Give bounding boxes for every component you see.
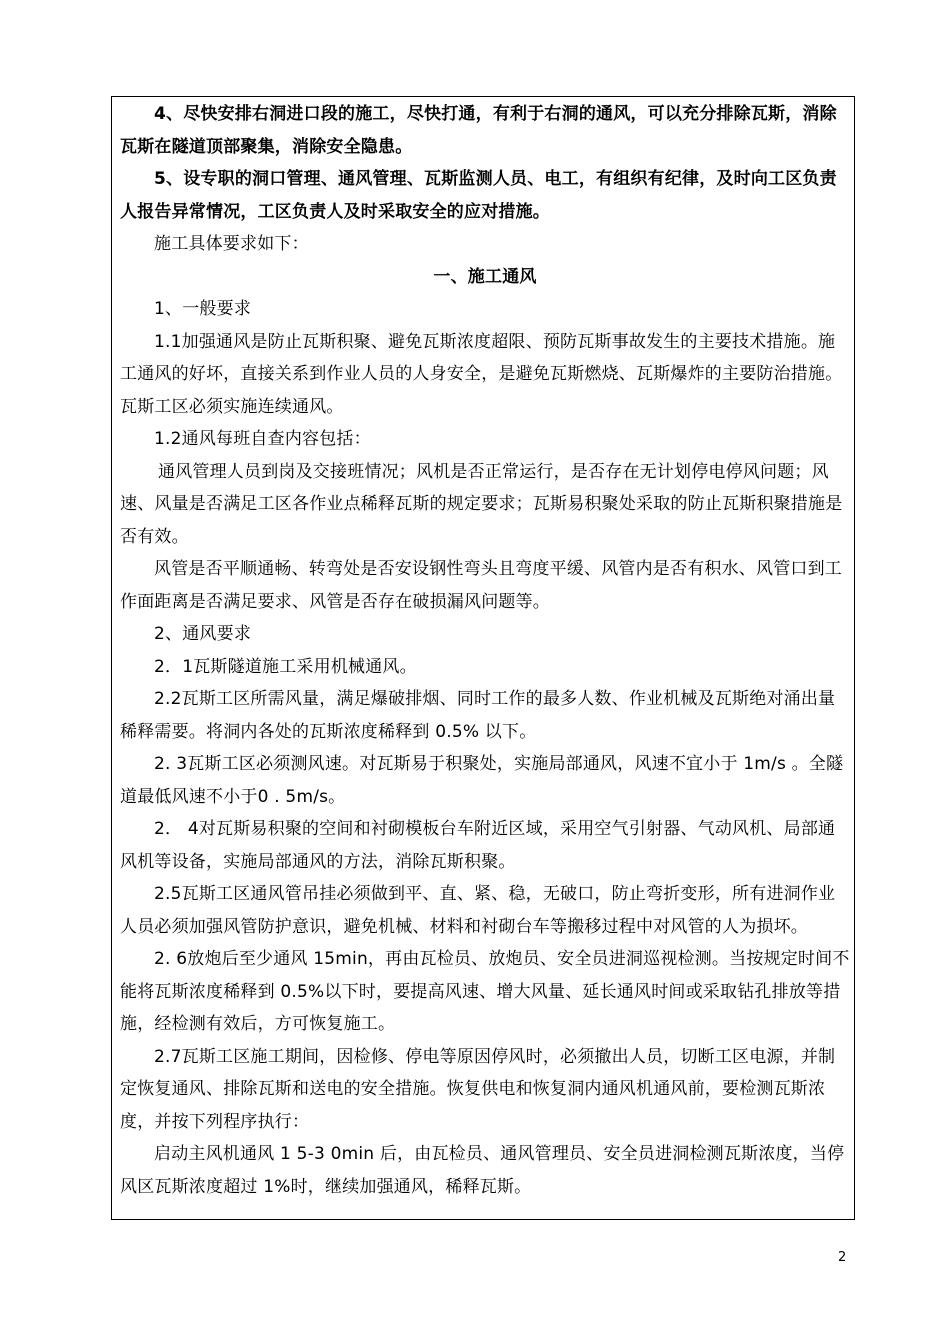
paragraph-item-4: 4、尽快安排右洞进口段的施工，尽快打通，有利于右洞的通风，可以充分排除瓦斯，消除瓦斯在隧道顶部聚集，消除安全隐患。 (120, 104, 837, 157)
section-heading: 一、施工通风 (433, 266, 537, 287)
paragraph-2-6: 2. 6放炮后至少通风 15min，再由瓦检员、放炮员、安全员进洞巡视检测。当按规定时间不能将瓦斯浓度稀释到 0.5%以下时，要提高风速、增大风量、延长通风时间或采取钻孔排放等措施，经检测有效后，方可恢复施工。 (120, 949, 850, 1034)
paragraph-1-1: 1.1加强通风是防止瓦斯积聚、避免瓦斯浓度超限、预防瓦斯事故发生的主要技术措施。施工通风的好坏，直接关系到作业人员的人身安全，是避免瓦斯燃烧、瓦斯爆炸的主要防治措施。瓦斯工区必须实施连续通风。 (120, 331, 843, 417)
paragraph-checklist-2: 风管是否平顺通畅、转弯处是否安设钢性弯头且弯度平缓、风管内是否有积水、风管口到工作面距离是否满足要求、风管是否存在破损漏风问题等。 (120, 559, 842, 612)
paragraph-procedure: 启动主风机通风 1 5-3 0min 后，由瓦检员、通风管理员、安全员进洞检测瓦斯浓度，当停风区瓦斯浓度超过 1%时，继续加强通风，稀释瓦斯。 (120, 1144, 845, 1197)
paragraph-2-4: 2． 4对瓦斯易积聚的空间和衬砌模板台车附近区域，采用空气引射器、气动风机、局部通风机等设备，实施局部通风的方法，消除瓦斯积聚。 (120, 819, 836, 872)
paragraph-1-2: 1.2通风每班自查内容包括： (154, 429, 371, 449)
paragraph-2-1: 2．1瓦斯隧道施工采用机械通风。 (154, 656, 417, 677)
paragraph-2-5: 2.5瓦斯工区通风管吊挂必须做到平、直、紧、稳，无破口，防止弯折变形，所有进洞作业人员必须加强风管防护意识，避免机械、材料和衬砌台车等搬移过程中对风管的人为损坏。 (120, 884, 836, 937)
paragraph-2-2: 2.2瓦斯工区所需风量，满足爆破排烟、同时工作的最多人数、作业机械及瓦斯绝对涌出量稀释需要。将洞内各处的瓦斯浓度稀释到 0.5% 以下。 (120, 689, 836, 742)
subheading-ventilation: 2、通风要求 (154, 624, 252, 644)
page-number: 2 (838, 1250, 847, 1265)
paragraph-2-7: 2.7瓦斯工区施工期间，因检修、停电等原因停风时，必须撤出人员，切断工区电源，并制定恢复通风、排除瓦斯和送电的安全措施。恢复供电和恢复洞内通风机通风前，要检测瓦斯浓度，并按下列程序执行： (120, 1046, 836, 1132)
document-body (120, 98, 850, 1203)
paragraph-intro: 施工具体要求如下： (154, 234, 309, 254)
paragraph-2-3: 2. 3瓦斯工区必须测风速。对瓦斯易于积聚处，实施局部通风，风速不宜小于 1m/s 。全隧道最低风速不小于0 . 5m/s。 (120, 754, 844, 807)
paragraph-checklist-1: 通风管理人员到岗及交接班情况；风机是否正常运行，是否存在无计划停电停风问题；风速、风量是否满足工区各作业点稀释瓦斯的规定要求；瓦斯易积聚处采取的防止瓦斯积聚措施是否有效。 (120, 461, 843, 547)
subheading-general: 1、一般要求 (154, 299, 252, 319)
paragraph-item-5: 5、设专职的洞口管理、通风管理、瓦斯监测人员、电工，有组织有纪律，及时向工区负责人报告异常情况，工区负责人及时采取安全的应对措施。 (120, 169, 837, 222)
